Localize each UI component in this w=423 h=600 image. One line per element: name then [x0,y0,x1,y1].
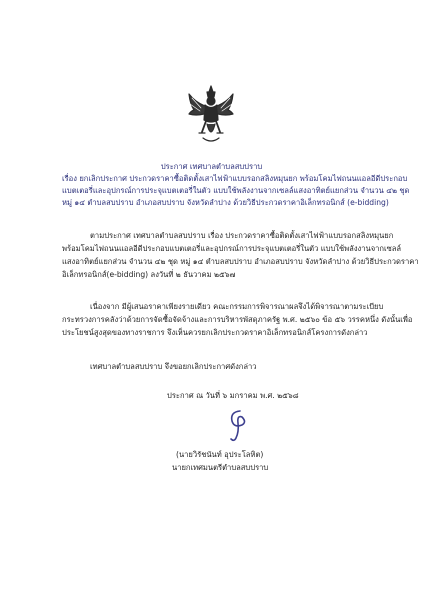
paragraph-1-line-3: แสงอาทิตย์แยกส่วน จำนวน ๔๒ ชุด หมู่ ๑๔ ตำบลสบปราบ อำเภอสบปราบ จังหวัดลำปาง ด้วยวิธีประกวดราคา [62,257,419,266]
subject-line-3: หมู่ ๑๔ ตำบลสบปราบ อำเภอสบปราบ จังหวัดลำปาง ด้วยวิธีประกวดราคาอิเล็กทรอนิกส์ (e-bidding) [62,198,389,207]
paragraph-1-line-4: อิเล็กทรอนิกส์(e-bidding) ลงวันที่ ๒ ธันวาคม ๒๕๖๗ [62,270,236,279]
subject-line-2: แบตเตอรี่และอุปกรณ์การประจุแบตเตอรี่ในตัว แบบใช้พลังงานจากเซลล์แสงอาทิตย์แยกส่วน จำนวน ๔๒ ชุด [62,186,410,195]
announcement-title: ประกาศ เทศบาลตำบลสบปราบ [160,162,263,171]
announce-date: ประกาศ ณ วันที่ ๖ มกราคม พ.ศ. ๒๕๖๘ [167,391,299,400]
signer-name: (นายวิรัชนันท์ อุประโลหิต) [176,450,264,459]
signer-title: นายกเทศมนตรีตำบลสบปราบ [172,463,269,472]
garuda-emblem-icon [186,84,236,146]
paragraph-1-line-1: ตามประกาศ เทศบาลตำบลสบปราบ เรื่อง ประกวดราคาซื้อติดตั้งเสาไฟฟ้าแบบรอกสลิงหมุนยก [90,231,394,240]
paragraph-2-line-3: ประโยชน์สูงสุดของทางราชการ จึงเห็นควรยกเลิกประกวดราคาอิเล็กทรอนิกส์โครงการดังกล่าว [62,328,368,337]
paragraph-2-line-2: กระทรวงการคลังว่าด้วยการจัดซื้อจัดจ้างและการบริหารพัสดุภาครัฐ พ.ศ. ๒๕๖๐ ข้อ ๕๖ วรรคหนึ่ง ดังนั้นเพื่อ [62,315,413,324]
subject-line-1: เรื่อง ยกเลิกประกาศ ประกวดราคาซื้อติดตั้งเสาไฟฟ้าแบบรอกสลิงหมุนยก พร้อมโคมไฟถนนแอลอีดีประกอบ [62,174,408,183]
paragraph-2-line-1: เนื่องจาก มีผู้เสนอราคาเพียงรายเดียว คณะกรรมการพิจารณาผลจึงได้พิจารณาตามระเบียบ [90,302,384,311]
paragraph-1-line-2: พร้อมโคมไฟถนนแอลอีดีประกอบแบตเตอรี่และอุปกรณ์การประจุแบตเตอรี่ในตัว แบบใช้พลังงานจากเซลล์ [62,244,402,253]
paragraph-3: เทศบาลตำบลสบปราบ จึงขอยกเลิกประกาศดังกล่าว [90,362,257,371]
handwritten-signature [218,408,258,444]
